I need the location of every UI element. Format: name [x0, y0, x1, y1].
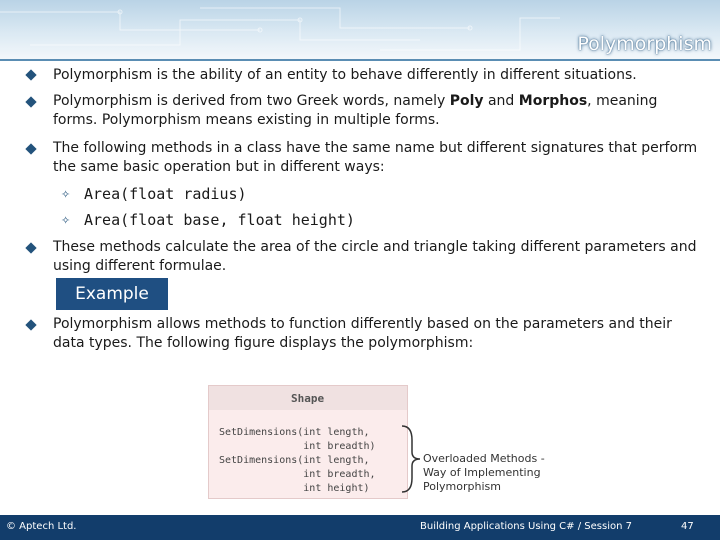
bullet-icon [25, 69, 36, 80]
bullet-text: Polymorphism is the ability of an entity to behave differently in different situations. [53, 67, 637, 83]
sub-bullet-icon: ✧ [61, 188, 71, 201]
figure-code-line: int height) [219, 483, 370, 494]
bullet-text-part: and [483, 93, 519, 109]
bullet-text-part: Polymorphism is derived from two Greek words, namely [53, 93, 450, 109]
bullet-icon [25, 242, 36, 253]
bullet-icon [25, 143, 36, 154]
bullet-text-part: , meaning forms. Polymorphism means existing in multiple forms. [53, 93, 658, 128]
figure-note-line: Overloaded Methods - [423, 452, 545, 465]
bold-term: Morphos [518, 93, 588, 109]
bullet-icon [25, 319, 36, 330]
example-button[interactable]: Example [56, 278, 168, 310]
bullet-text: Polymorphism allows methods to function differently based on the parameters and their data types. The following figure displays the polymorphism: [53, 316, 672, 351]
footer-bar [0, 515, 720, 540]
code-item: Area(float radius) [84, 185, 247, 203]
bullet-icon [25, 96, 36, 107]
figure-class-name: Shape [209, 386, 407, 410]
footer-copyright: © Aptech Ltd. [6, 521, 77, 532]
sub-bullet-icon: ✧ [61, 214, 71, 227]
figure-code-line: int breadth) [219, 441, 376, 452]
footer-course-title: Building Applications Using C# / Session 7 [420, 521, 632, 532]
bullet-text: These methods calculate the area of the circle and triangle taking different parameters and using different formulae. [53, 239, 697, 274]
figure-note-line: Polymorphism [423, 480, 501, 493]
polymorphism-figure [208, 385, 408, 499]
bullet-text [53, 92, 703, 130]
figure-code-line: int breadth, [219, 469, 376, 480]
slide-title: Polymorphism [577, 33, 712, 55]
figure-code-line: SetDimensions(int length, [219, 427, 370, 438]
header-banner [0, 0, 720, 60]
code-item: Area(float base, float height) [84, 211, 355, 229]
figure-note-line: Way of Implementing [423, 466, 541, 479]
figure-code-line: SetDimensions(int length, [219, 455, 370, 466]
title-divider [0, 59, 720, 61]
bullet-text: The following methods in a class have the same name but different signatures that perform the same basic operation but in different ways: [53, 140, 698, 175]
footer-page-number: 47 [681, 521, 694, 532]
brace-icon [400, 424, 422, 494]
bold-term: Poly [449, 93, 484, 109]
